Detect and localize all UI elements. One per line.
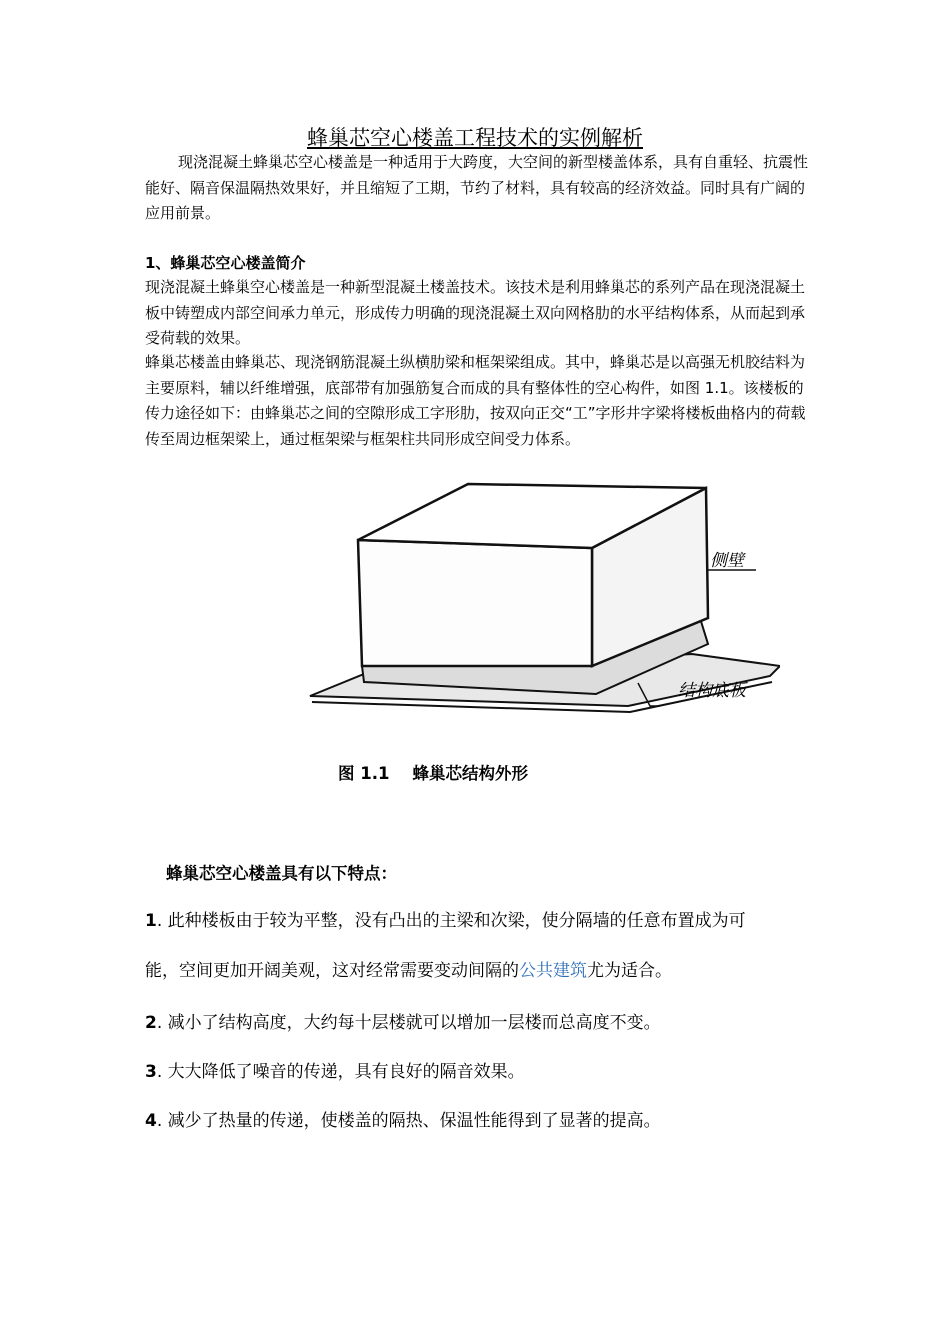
feature-number: 1 [145,911,157,931]
feature-number: 4 [145,1111,157,1131]
feature-number: 2 [145,1013,157,1033]
document-title: 蜂巢芯空心楼盖工程技术的实例解析 [307,126,643,150]
feature-number: 3 [145,1062,157,1082]
feature-text: 能，空间更加开阔美观，这对经常需要变动间隔的 [145,961,519,981]
feature-text: . 大大降低了噪音的传递，具有良好的隔音效果。 [156,1062,525,1082]
section-heading-intro: 1、蜂巢芯空心楼盖简介 [145,254,306,272]
front-face-shape [358,540,592,666]
label-base-plate: 结构底板 [678,681,746,701]
section-paragraph-1: 现浇混凝土蜂巢空心楼盖是一种新型混凝土楼盖技术。该技术是利用蜂巢芯的系列产品在现浇混凝土板中铸塑成内部空间承力单元，形成传力明确的现浇混凝土双向网格肋的水平结构体系，从而起到承受荷载的效果。 [145,278,806,347]
feature-text: 尤为适合。 [587,961,672,981]
section-paragraph-2: 蜂巢芯楼盖由蜂巢芯、现浇钢筋混凝土纵横肋梁和框架梁组成。其中，蜂巢芯是以高强无机胶结料为主要原料，辅以纤维增强，底部带有加强筋复合而成的具有整体性的空心构件，如图 1.1。该楼板的传力途径如下：由蜂巢芯之间的空隙形成工字形肋，按双向正交“工”字形井字梁将楼板曲格内的荷载传至周边框架梁上，通过框架梁与框架柱共同形成空间受力体系。 [145,353,806,448]
feature-text: . 减小了结构高度，大约每十层楼就可以增加一层楼而总高度不变。 [156,1013,661,1033]
feature-item-1-line1 [145,908,746,934]
feature-item-3 [145,1059,525,1085]
features-heading: 蜂巢芯空心楼盖具有以下特点： [166,864,397,883]
figure-caption: 图 1.1 蜂巢芯结构外形 [338,764,528,783]
feature-item-2 [145,1010,661,1036]
feature-item-1-line2 [145,958,672,984]
feature-text: . 减少了热量的传递，使楼盖的隔热、保温性能得到了显著的提高。 [156,1111,661,1131]
honeycomb-core-figure [300,478,780,724]
feature-item-4 [145,1108,661,1134]
public-building-link[interactable]: 公共建筑 [519,961,587,981]
intro-paragraph: 现浇混凝土蜂巢芯空心楼盖是一种适用于大跨度，大空间的新型楼盖体系，具有自重轻、抗震性能好、隔音保温隔热效果好，并且缩短了工期，节约了材料，具有较高的经济效益。同时具有广阔的应用前景。 [145,153,809,222]
label-side-wall: 侧壁 [710,551,744,571]
feature-text: . 此种楼板由于较为平整，没有凸出的主梁和次梁，使分隔墙的任意布置成为可 [156,911,746,931]
